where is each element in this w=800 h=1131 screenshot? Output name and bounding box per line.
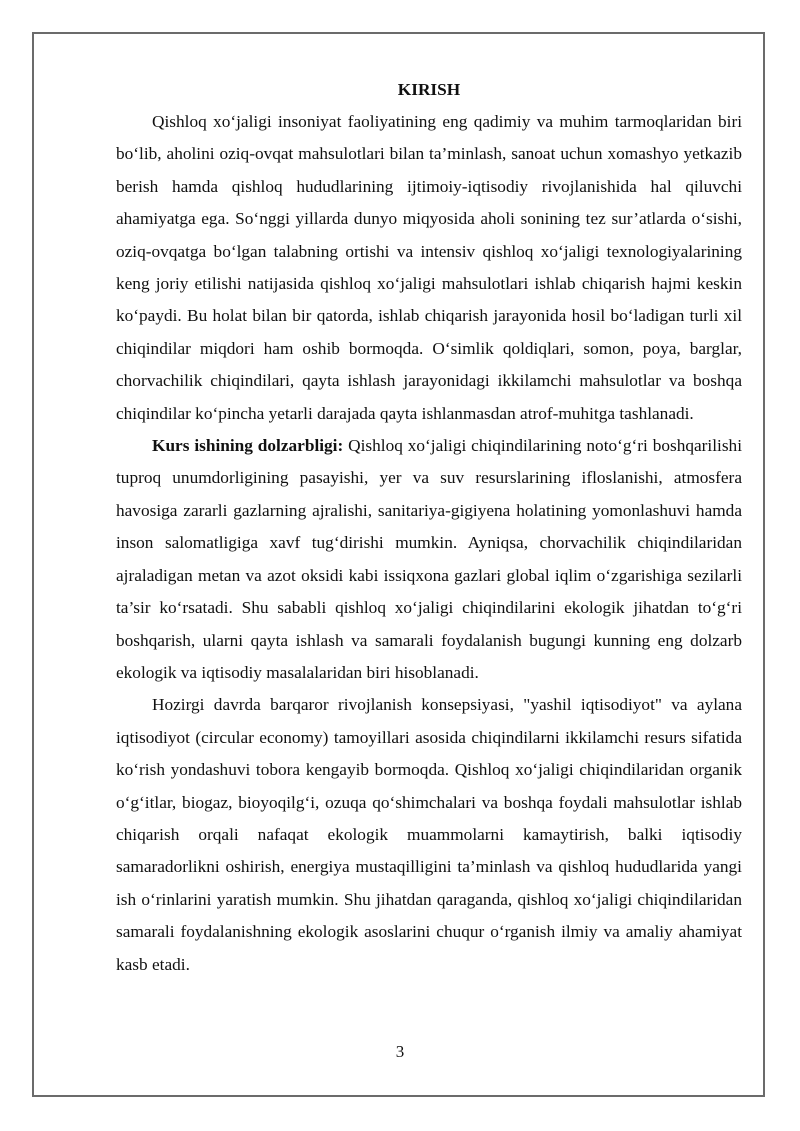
- paragraph-text: Hozirgi davrda barqaror rivojlanish konsepsiyasi, "yashil iqtisodiyot" va aylana iqtisodiyot (circular economy) tamoyillari asosida chiqindilarni ikkilamchi resurs sifatida ko‘rish yondashuvi tobora kengayib bormoqda. Qishloq xo‘jaligi chiqindilaridan organik o‘g‘itlar, biogaz, bioyoqilg‘i, ozuqa qo‘shimchalari va boshqa foydali mahsulotlar ishlab chiqarish orqali nafaqat ekologik muammolarni kamaytirish, balki iqtisodiy samaradorlikni oshirish, energiya mustaqilligini ta’minlash va qishloq hududlarida yangi ish o‘rinlarini yaratish mumkin. Shu jihatdan qaraganda, qishloq xo‘jaligi chiqindilaridan samarali foydalanishning ekologik asoslarini chuqur o‘rganish ilmiy va amaliy ahamiyat kasb etadi.: [116, 695, 742, 974]
- paragraph-relevance: [116, 430, 742, 689]
- paragraph-sustainability: [116, 689, 742, 981]
- paragraph-text: Qishloq xo‘jaligi chiqindilarining noto‘g‘ri boshqarilishi tuproq unumdorligining pasayishi, yer va suv resurslarining ifloslanishi, atmosfera havosiga zararli gazlarning ajralishi, sanitariya-gigiyena holatining yomonlashuvi hamda inson salomatligiga xavf tug‘dirishi mumkin. Ayniqsa, chorvachilik chiqindilaridan ajraladigan metan va azot oksidi kabi issiqxona gazlari global iqlim o‘zgarishiga sezilarli ta’sir ko‘rsatadi. Shu sababli qishloq xo‘jaligi chiqindilarini ekologik jihatdan to‘g‘ri boshqarish, ularni qayta ishlash va samarali foydalanish bugungi kunning eng dolzarb ekologik va iqtisodiy masalalaridan biri hisoblanadi.: [116, 436, 743, 682]
- page-number: 3: [395, 1042, 405, 1061]
- paragraph-text: Qishloq xo‘jaligi insoniyat faoliyatining eng qadimiy va muhim tarmoqlaridan biri bo‘lib, aholini oziq-ovqat mahsulotlari bilan ta’minlash, sanoat uchun xomashyo yetkazib berish hamda qishloq hududlarining ijtimoiy-iqtisodiy rivojlanishida hal qiluvchi ahamiyatga ega. So‘nggi yillarda dunyo miqyosida aholi sonining tez sur’atlarda o‘sishi, oziq-ovqatga bo‘lgan talabning ortishi va intensiv qishloq xo‘jaligi texnologiyalarining keng joriy etilishi natijasida qishloq xo‘jaligi mahsulotlari ishlab chiqarish hajmi keskin ko‘paydi. Bu holat bilan bir qatorda, ishlab chiqarish jarayonida hosil bo‘ladigan turli xil chiqindilar miqdori ham oshib bormoqda. O‘simlik qoldiqlari, somon, poya, barglar, chorvachilik chiqindilari, qayta ishlash jarayonidagi ikkilamchi mahsulotlar va boshqa chiqindilar ko‘pincha yetarli darajada qayta ishlanmasdan atrof-muhitga tashlanadi.: [116, 112, 742, 423]
- paragraph-intro: [116, 106, 742, 430]
- paragraph-lead: Kurs ishining dolzarbligi:: [152, 436, 344, 456]
- section-title: KIRISH: [397, 80, 461, 99]
- document-body: [116, 74, 742, 981]
